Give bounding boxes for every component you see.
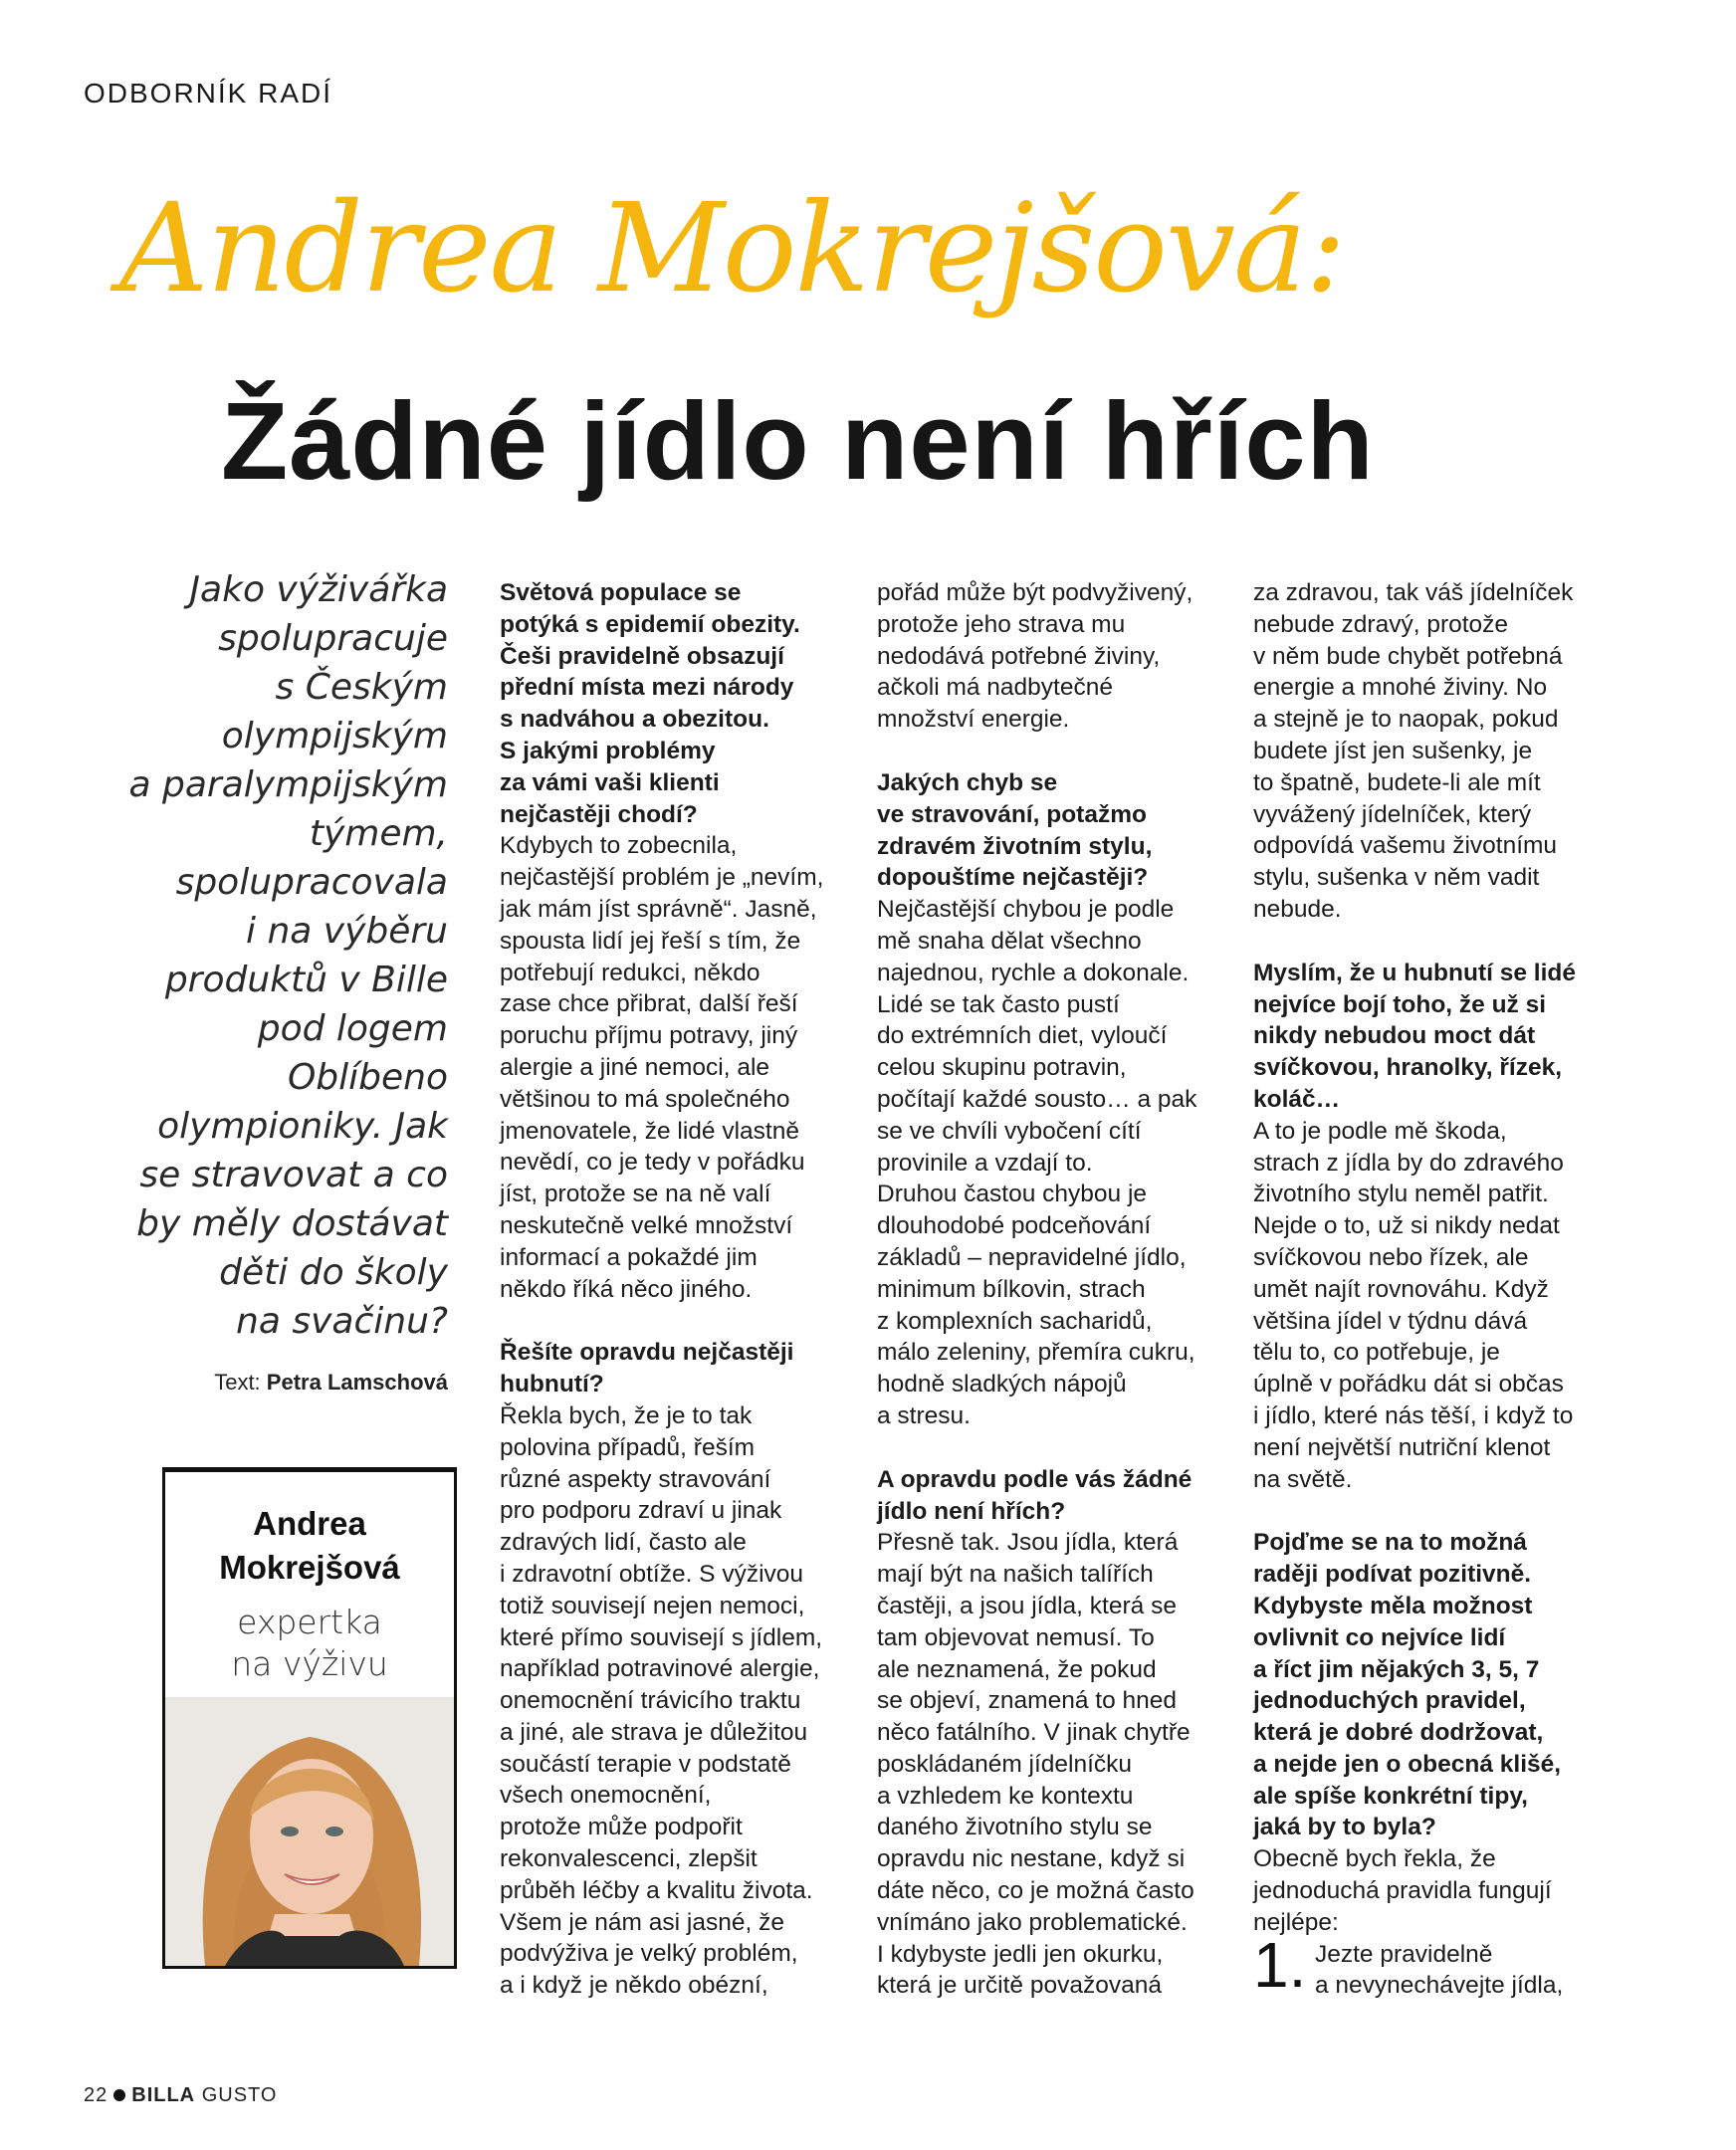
question-1: Světová populace se potýká s epidemií obezity. Češi pravidelně obsazují přední místa mezi národy s nadváhou a obezitou. S jakými problémy za vámi vaši klienti nejčastěji chodí?	[500, 579, 800, 828]
byline	[119, 1370, 448, 1396]
question-4: A opravdu podle vás žádné jídlo není hřích?	[877, 1465, 1193, 1525]
expert-name: Andrea Mokrejšová	[219, 1505, 400, 1586]
answer-6: Obecně bych řekla, že jednoduchá pravidla fungují nejlépe:	[1253, 1845, 1552, 1936]
script-title: Andrea Mokrejšová:	[119, 177, 1345, 321]
expert-card	[162, 1467, 457, 1969]
expert-photo	[165, 1697, 454, 1966]
answer-3: Nejčastější chybou je podle mě snaha dělat všechno najednou, rychle a dokonale. Lidé se tak často pustí do extrémních diet, vyloučí celou skupinu potravin, počítají každé sousto… a pak se ve chvíli vybočení cítí provinile a vzdají to. Druhou častou chybou je dlouhodobé podceňování základů – nepravidelné jídlo, minimum bílkovin, strach z komplexních sacharidů, málo zeleniny, přemíra cukru, hodně sladkých nápojů a stresu.	[877, 896, 1197, 1429]
tip-number: 1.	[1253, 1928, 1307, 2001]
question-6: Pojďme se na to možná raději podívat pozitivně. Kdybyste měla možnost ovlivnit co nejvíce lidí a říct jim nějakých 3, 5, 7 jednoduchých pravidel, která je dobré dodržovat, a nejde jen o obecná klišé, ale spíše konkrétní tipy, jaká by to byla?	[1253, 1529, 1562, 1841]
tip-1	[1253, 1928, 1612, 2003]
portrait-illustration	[165, 1697, 454, 1966]
page-footer	[84, 2084, 277, 2107]
article-column-2	[877, 577, 1225, 2002]
byline-label: Text:	[214, 1370, 261, 1395]
footer-title: GUSTO	[201, 2084, 278, 2106]
answer-2: Řekla bych, že je to tak polovina případů, řeším různé aspekty stravování pro podporu zdraví u jinak zdravých lidí, často ale i zdravotní obtíže. S výživou totiž souvisejí nejen nemoci, které přímo souvisejí s jídlem, například potravinové alergie, onemocnění trávicího traktu a jiné, ale strava je důležitou součástí terapie v podstatě všech onemocnění, protože může podpořit rekonvalescenci, zlepšit průběh léčby a kvalitu života. Všem je nám asi jasné, že podvýživa je velký problém, a i když je někdo obézní,	[500, 1401, 823, 2000]
answer-1: Kdybych to zobecnila, nejčastější problém je „nevím, jak mám jíst správně“. Jasně, spousta lidí jej řeší s tím, že potřebují redukci, někdo zase chce přibrat, další řeší poruchu příjmu potravy, jiný alergie a jiné nemoci, ale většinou to má společného jmenovatele, že lidé vlastně nevědí, co je tedy v pořádku jíst, protože se na ně valí neskutečně velké množství informací a pokaždé jim někdo říká něco jiného.	[500, 832, 824, 1303]
answer-2-continued: pořád může být podvyživený, protože jeho strava mu nedodává potřebné živiny, ačkoli má nadbytečné množství energie.	[877, 579, 1194, 734]
tip-text: Jezte pravidelně a nevynechávejte jídla,	[1315, 1940, 1564, 2000]
answer-4: Přesně tak. Jsou jídla, která mají být na našich talířích častěji, a jsou jídla, která se tam objevovat nemusí. To ale neznamená, že pokud se objeví, znamená to hned něco fatálního. V jinak chytře poskládaném jídelníčku a vzhledem ke kontextu daného životního stylu se opravdu nic nestane, když si dáte něco, co je možná často vnímáno jako problematické. I kdybyste jedli jen okurku, která je určitě považovaná	[877, 1529, 1194, 2000]
answer-4-continued: za zdravou, tak váš jídelníček nebude zdravý, protože v něm bude chybět potřebná energie a mnohé živiny. No a stejně je to naopak, pokud budete jíst jen sušenky, je to špatně, budete-li ale mít vyvážený jídelníček, který odpovídá vašemu životnímu stylu, sušenka v něm vadit nebude.	[1253, 579, 1574, 923]
footer-brand: BILLA	[131, 2084, 196, 2106]
page-number: 22	[84, 2084, 108, 2106]
article-column-3	[1253, 577, 1612, 2002]
question-5: Myslím, že u hubnutí se lidé nejvíce bojí toho, že už si nikdy nebudou moct dát svíčkovou, hranolky, řízek, koláč…	[1253, 959, 1576, 1113]
bullet-dot-icon	[113, 2089, 125, 2101]
question-3: Jakých chyb se ve stravování, potažmo zdravém životním stylu, dopouštíme nejčastěji?	[877, 768, 1153, 892]
answer-5: A to je podle mě škoda, strach z jídla by do zdravého životního stylu neměl patřit. Nejde o to, už si nikdy nedat svíčkovou nebo řízek, ale umět najít rovnováhu. Když většina jídel v týdnu dává tělu to, co potřebuje, je úplně v pořádku dát si občas i jídlo, které nás těší, i když to není největší nutriční klenot na světě.	[1253, 1117, 1574, 1493]
section-label: ODBORNÍK RADÍ	[84, 78, 333, 108]
expert-role: expertka na výživu	[231, 1603, 388, 1683]
lede-text: Jako výživářka spolupracuje s Českým olympijským a paralympijským týmem, spolupracovala i na výběru produktů v Bille pod logem Oblíbeno olympioniky. Jak se stravovat a co by měly dostávat děti do školy na svačinu?	[128, 569, 448, 1342]
article-column-1	[500, 577, 848, 2002]
byline-author: Petra Lamschová	[266, 1370, 448, 1395]
page-title: Žádné jídlo není hřích	[221, 380, 1375, 503]
question-2: Řešíte opravdu nejčastěji hubnutí?	[500, 1339, 794, 1398]
